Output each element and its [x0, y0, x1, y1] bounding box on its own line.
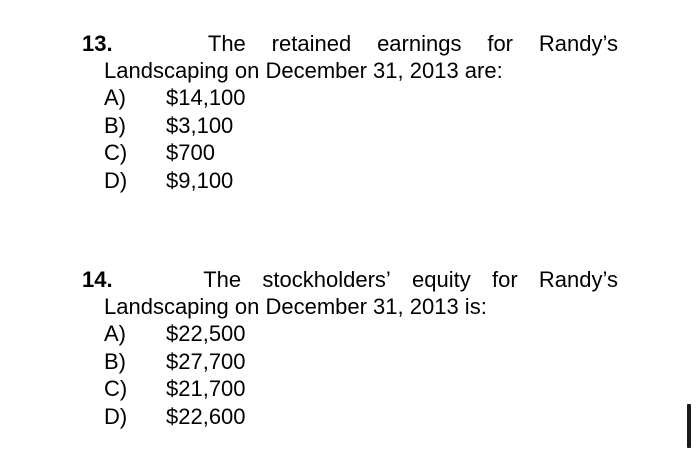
option-letter: B) — [104, 112, 126, 138]
option-value: $700 — [166, 140, 215, 165]
question-13-stem-line-2: Landscaping on December 31, 2013 are: — [104, 58, 503, 83]
option-letter: D) — [104, 167, 128, 193]
question-14-stem-line-2: Landscaping on December 31, 2013 is: — [104, 294, 487, 319]
stem-word: The — [207, 31, 246, 56]
stem-word: The — [203, 267, 242, 292]
answer-option-c[interactable] — [82, 375, 618, 403]
option-letter: A) — [104, 85, 126, 110]
option-letter: C) — [104, 140, 128, 165]
answer-options — [82, 320, 618, 430]
stem-word: retained — [271, 31, 352, 56]
answer-option-b[interactable] — [82, 348, 618, 376]
answer-option-b[interactable] — [82, 112, 618, 140]
stem-word: Randy’s — [538, 31, 618, 56]
answer-option-a[interactable] — [82, 320, 618, 348]
option-value: $14,100 — [166, 85, 246, 110]
question-number: 13. — [82, 31, 113, 56]
answer-option-a[interactable] — [82, 84, 618, 112]
answer-options — [82, 84, 618, 194]
answer-option-d[interactable] — [82, 403, 618, 431]
question-number: 14. — [82, 267, 113, 292]
option-value: $22,600 — [166, 403, 246, 429]
option-value: $3,100 — [166, 112, 234, 138]
answer-option-d[interactable] — [82, 167, 618, 195]
option-letter: D) — [104, 403, 128, 429]
answer-option-c[interactable] — [82, 139, 618, 167]
stem-word: for — [487, 31, 514, 56]
stem-word: for — [491, 267, 518, 292]
question-13 — [82, 30, 618, 194]
option-value: $22,500 — [166, 321, 246, 346]
stem-word: Randy’s — [538, 267, 618, 292]
question-14-stem-line-1 — [82, 266, 618, 293]
stem-word: earnings — [377, 31, 462, 56]
option-value: $21,700 — [166, 376, 246, 401]
stem-word: equity — [412, 267, 471, 292]
option-letter: B) — [104, 348, 126, 374]
scrollbar[interactable] — [687, 404, 691, 448]
option-value: $27,700 — [166, 348, 246, 374]
option-value: $9,100 — [166, 167, 234, 193]
option-letter: C) — [104, 376, 128, 401]
stem-word: stockholders’ — [262, 267, 391, 292]
question-14 — [82, 266, 618, 430]
option-letter: A) — [104, 321, 126, 346]
question-13-stem-line-1 — [82, 30, 618, 57]
